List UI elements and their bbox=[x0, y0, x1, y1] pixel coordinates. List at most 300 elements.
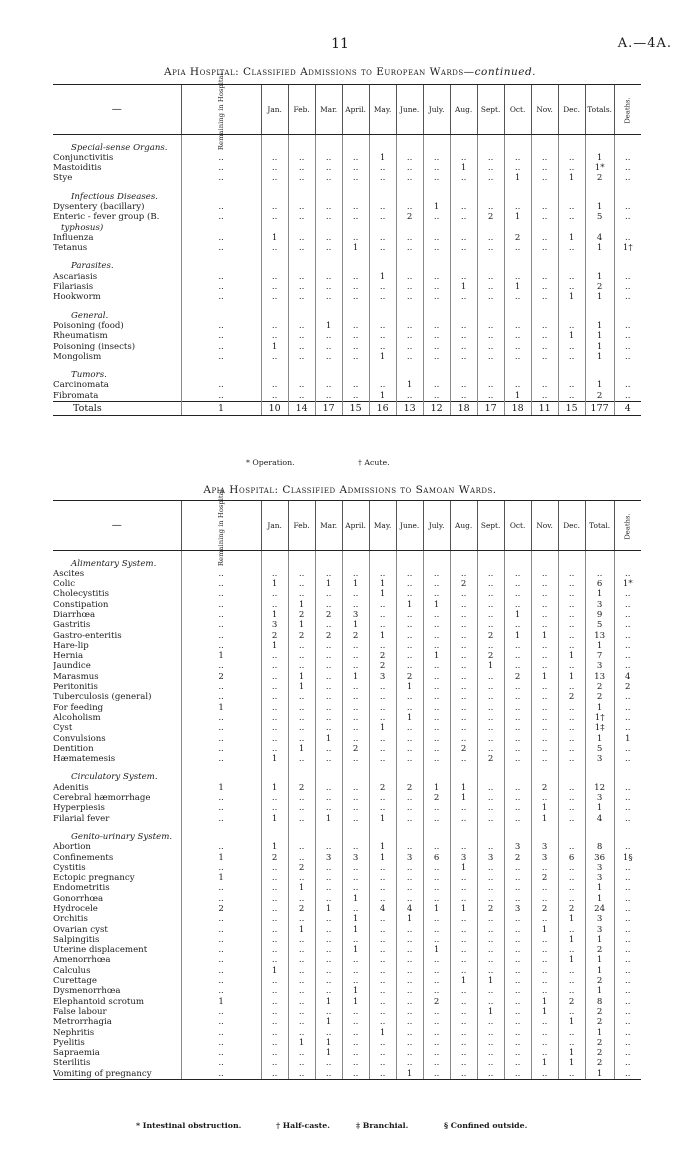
table-cell: .. bbox=[369, 1058, 396, 1068]
table-cell: .. bbox=[614, 883, 641, 893]
table-cell: 2 bbox=[288, 631, 315, 641]
table-cell: .. bbox=[369, 997, 396, 1007]
spacer-cell bbox=[396, 303, 423, 311]
table-cell: .. bbox=[423, 914, 450, 924]
column-header-label: Oct. bbox=[509, 521, 526, 530]
table-cell: .. bbox=[423, 321, 450, 331]
table-cell bbox=[261, 832, 288, 842]
table-cell: .. bbox=[423, 212, 450, 222]
table-cell: .. bbox=[614, 282, 641, 292]
table-cell bbox=[315, 192, 342, 202]
table-cell: .. bbox=[315, 723, 342, 733]
spacer-cell bbox=[261, 764, 288, 772]
table-cell: 1 bbox=[585, 321, 614, 331]
table-cell: .. bbox=[504, 380, 531, 390]
table-cell: .. bbox=[614, 803, 641, 813]
table-row bbox=[53, 342, 641, 352]
row-label: Curettage bbox=[53, 976, 97, 987]
table-cell: .. bbox=[558, 1038, 585, 1048]
table-cell: .. bbox=[315, 894, 342, 904]
spacer-cell bbox=[288, 551, 315, 559]
table-cell: .. bbox=[558, 966, 585, 976]
table-cell: 1 bbox=[396, 1069, 423, 1080]
table-cell: .. bbox=[396, 631, 423, 641]
table-cell: .. bbox=[261, 569, 288, 579]
table-cell: .. bbox=[261, 1038, 288, 1048]
table-cell: .. bbox=[423, 873, 450, 883]
spacer-cell bbox=[477, 764, 504, 772]
column-header bbox=[261, 85, 288, 135]
table-cell: .. bbox=[315, 243, 342, 253]
table-cell: .. bbox=[477, 1028, 504, 1038]
table-cell bbox=[396, 559, 423, 569]
table-cell: .. bbox=[614, 793, 641, 803]
table-cell: .. bbox=[181, 863, 261, 873]
table-cell: .. bbox=[342, 589, 369, 599]
column-header bbox=[369, 85, 396, 135]
table-cell: .. bbox=[558, 342, 585, 352]
table-cell bbox=[315, 223, 342, 233]
table-cell: 2 bbox=[477, 754, 504, 764]
table-cell: .. bbox=[558, 569, 585, 579]
table-header-row bbox=[53, 501, 641, 551]
table-cell: .. bbox=[477, 331, 504, 341]
table-cell: .. bbox=[369, 610, 396, 620]
table-cell: .. bbox=[504, 600, 531, 610]
table-cell: .. bbox=[504, 153, 531, 163]
table-cell: .. bbox=[261, 873, 288, 883]
table-cell: .. bbox=[396, 955, 423, 965]
table-cell bbox=[369, 223, 396, 233]
table-cell: 1 bbox=[315, 734, 342, 744]
table-row bbox=[53, 744, 641, 754]
table-cell: .. bbox=[558, 682, 585, 692]
spacer-cell bbox=[261, 135, 288, 143]
table-cell: .. bbox=[288, 233, 315, 243]
table-cell: .. bbox=[614, 894, 641, 904]
column-header bbox=[181, 70, 261, 151]
table-cell bbox=[531, 261, 558, 271]
column-header-label: Remaining in Hospital. bbox=[216, 70, 225, 151]
table-cell: .. bbox=[558, 863, 585, 873]
table-cell: .. bbox=[614, 814, 641, 824]
table-cell: .. bbox=[558, 641, 585, 651]
table-cell: 3 bbox=[585, 754, 614, 764]
table-cell: .. bbox=[369, 163, 396, 173]
table-cell: .. bbox=[315, 589, 342, 599]
table-cell bbox=[477, 143, 504, 153]
table-cell bbox=[315, 559, 342, 569]
spacer-cell bbox=[181, 764, 261, 772]
table-cell: .. bbox=[423, 589, 450, 599]
spacer-cell bbox=[450, 135, 477, 143]
table-cell: .. bbox=[614, 914, 641, 924]
table-cell: .. bbox=[477, 803, 504, 813]
table-cell: .. bbox=[315, 202, 342, 212]
table-cell: 2 bbox=[585, 976, 614, 986]
row-label: Influenza bbox=[53, 232, 94, 243]
column-header-label: Mar. bbox=[320, 105, 338, 114]
spacer-cell bbox=[585, 764, 614, 772]
spacer-cell bbox=[53, 184, 181, 192]
table-cell bbox=[531, 370, 558, 380]
table-cell bbox=[504, 559, 531, 569]
column-header-label: Dec. bbox=[563, 105, 581, 114]
spacer-row bbox=[53, 253, 641, 261]
table-cell: .. bbox=[531, 173, 558, 183]
table-cell: .. bbox=[396, 610, 423, 620]
spacer-row bbox=[53, 135, 641, 143]
row-label: Ascariasis bbox=[53, 271, 98, 282]
table-cell: .. bbox=[450, 803, 477, 813]
table-cell: 1 bbox=[369, 631, 396, 641]
row-label: Filariasis bbox=[53, 282, 94, 293]
table-cell: 1 bbox=[585, 380, 614, 390]
table-cell: 6 bbox=[585, 579, 614, 589]
table-cell: .. bbox=[614, 600, 641, 610]
table-cell: .. bbox=[450, 292, 477, 302]
table-cell: .. bbox=[477, 163, 504, 173]
table-cell: 1* bbox=[585, 163, 614, 173]
table-cell: .. bbox=[450, 814, 477, 824]
table-row bbox=[53, 682, 641, 692]
table-cell: .. bbox=[369, 292, 396, 302]
table-cell: .. bbox=[450, 1069, 477, 1080]
table-cell: .. bbox=[342, 651, 369, 661]
table-cell: .. bbox=[181, 914, 261, 924]
table-row bbox=[53, 793, 641, 803]
spacer-cell bbox=[423, 184, 450, 192]
table-cell: .. bbox=[477, 793, 504, 803]
table-cell: 1 bbox=[585, 894, 614, 904]
table-row bbox=[53, 1058, 641, 1068]
spacer-cell bbox=[53, 551, 181, 559]
table-cell: 1 bbox=[504, 610, 531, 620]
column-header bbox=[585, 501, 614, 551]
table-cell: .. bbox=[531, 883, 558, 893]
column-header-label: April. bbox=[345, 521, 366, 530]
table1-caption: Apia Hospital: Classified Admissions to European Wards—continued. bbox=[163, 66, 537, 78]
table-cell: .. bbox=[342, 173, 369, 183]
table-cell: .. bbox=[531, 935, 558, 945]
table-cell: 1 bbox=[342, 894, 369, 904]
spacer-cell bbox=[614, 551, 641, 559]
table2-footnote-2: † Half-caste. bbox=[276, 1121, 330, 1130]
table-cell: .. bbox=[423, 1007, 450, 1017]
column-header bbox=[477, 85, 504, 135]
table-cell: 1 bbox=[396, 713, 423, 723]
table-cell: .. bbox=[558, 1069, 585, 1080]
table-cell: 1 bbox=[531, 803, 558, 813]
table-cell: .. bbox=[531, 703, 558, 713]
table-cell: 3 bbox=[504, 904, 531, 914]
table-cell bbox=[423, 143, 450, 153]
table-cell bbox=[477, 192, 504, 202]
table-cell: .. bbox=[396, 292, 423, 302]
table-cell: .. bbox=[315, 925, 342, 935]
table-cell: .. bbox=[504, 1069, 531, 1080]
column-header bbox=[288, 501, 315, 551]
table-cell: 1 bbox=[315, 904, 342, 914]
table-cell bbox=[315, 772, 342, 782]
table-cell: .. bbox=[614, 631, 641, 641]
table-cell: .. bbox=[504, 713, 531, 723]
column-header bbox=[396, 85, 423, 135]
table-cell: .. bbox=[477, 966, 504, 976]
table-cell: .. bbox=[504, 272, 531, 282]
table-cell: .. bbox=[342, 682, 369, 692]
row-label: Vomiting of pregnancy bbox=[53, 1069, 181, 1080]
table-cell: 13 bbox=[585, 631, 614, 641]
spacer-cell bbox=[614, 135, 641, 143]
table-cell: .. bbox=[558, 803, 585, 813]
spacer-cell bbox=[369, 303, 396, 311]
table-cell: .. bbox=[288, 153, 315, 163]
table-cell: .. bbox=[614, 292, 641, 302]
spacer-cell bbox=[585, 362, 614, 370]
table-cell: .. bbox=[450, 569, 477, 579]
row-label: Nephritis bbox=[53, 1027, 95, 1038]
column-header-label: Feb. bbox=[293, 105, 310, 114]
table-cell: .. bbox=[504, 1017, 531, 1027]
table-cell: .. bbox=[477, 692, 504, 702]
table-cell: .. bbox=[342, 352, 369, 362]
table-cell bbox=[342, 261, 369, 271]
column-header bbox=[614, 501, 641, 551]
table-cell: .. bbox=[369, 202, 396, 212]
table-cell: .. bbox=[504, 651, 531, 661]
spacer-cell bbox=[288, 824, 315, 832]
table-cell: .. bbox=[288, 352, 315, 362]
column-header-label: Jan. bbox=[267, 105, 282, 114]
table-cell: .. bbox=[477, 380, 504, 390]
table-cell: .. bbox=[288, 202, 315, 212]
spacer-cell bbox=[342, 303, 369, 311]
table-cell: 1 bbox=[423, 202, 450, 212]
table-cell: .. bbox=[181, 342, 261, 352]
table-cell: .. bbox=[558, 243, 585, 253]
table-cell: 2 bbox=[585, 282, 614, 292]
table-cell: 3 bbox=[585, 661, 614, 671]
spacer-cell bbox=[423, 824, 450, 832]
table-cell: .. bbox=[315, 1058, 342, 1068]
spacer-cell bbox=[585, 184, 614, 192]
table-cell: .. bbox=[181, 282, 261, 292]
table-cell bbox=[504, 192, 531, 202]
table-cell: .. bbox=[315, 272, 342, 282]
table-row bbox=[53, 803, 641, 813]
table-cell: .. bbox=[531, 589, 558, 599]
table-cell bbox=[288, 223, 315, 233]
table-cell: .. bbox=[342, 292, 369, 302]
table-cell: 1 bbox=[181, 873, 261, 883]
table-cell: .. bbox=[261, 672, 288, 682]
table-cell: .. bbox=[342, 883, 369, 893]
table-cell: .. bbox=[396, 641, 423, 651]
table-cell: .. bbox=[181, 1007, 261, 1017]
table-cell: .. bbox=[315, 945, 342, 955]
table-cell: .. bbox=[396, 814, 423, 824]
spacer-cell bbox=[531, 551, 558, 559]
table-cell: .. bbox=[531, 391, 558, 402]
spacer-cell bbox=[504, 135, 531, 143]
table-cell: .. bbox=[288, 569, 315, 579]
table-cell: .. bbox=[477, 935, 504, 945]
table-cell: 1 bbox=[585, 986, 614, 996]
table-cell: .. bbox=[181, 935, 261, 945]
table-cell: .. bbox=[450, 173, 477, 183]
table-cell: .. bbox=[396, 692, 423, 702]
table-cell: .. bbox=[288, 321, 315, 331]
section-heading: Infectious Diseases. bbox=[71, 191, 158, 202]
table-cell: 2 bbox=[261, 853, 288, 863]
table-cell: .. bbox=[423, 966, 450, 976]
table-cell: .. bbox=[450, 842, 477, 852]
spacer-cell bbox=[477, 184, 504, 192]
row-label: Endometritis bbox=[53, 883, 110, 894]
table-cell: .. bbox=[423, 352, 450, 362]
table-cell: .. bbox=[423, 703, 450, 713]
table-cell: .. bbox=[315, 391, 342, 402]
spacer-cell bbox=[477, 362, 504, 370]
table-cell: .. bbox=[477, 672, 504, 682]
table-cell: 2 bbox=[585, 945, 614, 955]
table-cell: .. bbox=[614, 569, 641, 579]
table-cell: .. bbox=[558, 925, 585, 935]
table-cell: .. bbox=[261, 976, 288, 986]
table-cell: .. bbox=[423, 163, 450, 173]
table-cell: 1 bbox=[261, 342, 288, 352]
table-cell: .. bbox=[531, 1038, 558, 1048]
table-cell: .. bbox=[450, 1048, 477, 1058]
table-row bbox=[53, 233, 641, 243]
table-cell: .. bbox=[396, 1028, 423, 1038]
table-cell bbox=[423, 559, 450, 569]
table-cell: .. bbox=[558, 842, 585, 852]
table-cell: .. bbox=[396, 272, 423, 282]
table-cell: 1 bbox=[450, 976, 477, 986]
table-cell: .. bbox=[450, 1028, 477, 1038]
table-cell bbox=[261, 223, 288, 233]
spacer-cell bbox=[369, 551, 396, 559]
table-cell: 3 bbox=[585, 925, 614, 935]
table-cell: 9 bbox=[585, 610, 614, 620]
table-cell: .. bbox=[450, 272, 477, 282]
table-cell: .. bbox=[315, 233, 342, 243]
table-cell: .. bbox=[396, 589, 423, 599]
table-cell: 2 bbox=[477, 651, 504, 661]
table-cell: 1 bbox=[181, 997, 261, 1007]
table-cell: .. bbox=[531, 272, 558, 282]
table-cell: 1 bbox=[450, 863, 477, 873]
table-cell: 1 bbox=[558, 1048, 585, 1058]
table-cell: .. bbox=[288, 173, 315, 183]
row-label: Uterine displacement bbox=[53, 945, 148, 956]
table2-footnote-3: ‡ Branchial. bbox=[356, 1121, 409, 1130]
column-header-label: Totals. bbox=[587, 105, 612, 114]
table-cell: .. bbox=[342, 814, 369, 824]
table-cell: 1 bbox=[477, 1007, 504, 1017]
table-cell: .. bbox=[342, 282, 369, 292]
table-cell: 4 bbox=[369, 904, 396, 914]
table-row bbox=[53, 569, 641, 579]
table-cell: .. bbox=[342, 703, 369, 713]
spacer-cell bbox=[531, 135, 558, 143]
table-cell bbox=[369, 832, 396, 842]
table-cell: .. bbox=[342, 1069, 369, 1080]
table-cell: .. bbox=[288, 1028, 315, 1038]
table-cell: 1 bbox=[585, 641, 614, 651]
table-cell: .. bbox=[342, 723, 369, 733]
row-label: Hare-lip bbox=[53, 640, 89, 651]
table-cell: 3 bbox=[342, 610, 369, 620]
table-cell: .. bbox=[396, 173, 423, 183]
table-cell: .. bbox=[450, 672, 477, 682]
table-cell: .. bbox=[504, 966, 531, 976]
table-cell: .. bbox=[450, 661, 477, 671]
table-cell: .. bbox=[531, 955, 558, 965]
table-cell: .. bbox=[342, 331, 369, 341]
column-header bbox=[558, 501, 585, 551]
table-cell: .. bbox=[288, 272, 315, 282]
table-cell: 2 bbox=[585, 692, 614, 702]
table-cell: 2 bbox=[558, 997, 585, 1007]
table-cell: 1§ bbox=[614, 853, 641, 863]
table-cell: .. bbox=[504, 783, 531, 793]
table-cell: .. bbox=[288, 1069, 315, 1080]
table-cell: 1 bbox=[585, 734, 614, 744]
column-header-label: Mar. bbox=[320, 521, 338, 530]
table-cell: .. bbox=[504, 883, 531, 893]
table-cell: 2 bbox=[585, 391, 614, 402]
table-cell: .. bbox=[558, 153, 585, 163]
table-cell: .. bbox=[369, 600, 396, 610]
table-cell: .. bbox=[315, 352, 342, 362]
spacer-cell bbox=[369, 764, 396, 772]
table-cell: .. bbox=[450, 391, 477, 402]
table-cell: .. bbox=[504, 569, 531, 579]
spacer-cell bbox=[504, 824, 531, 832]
table-cell: .. bbox=[477, 783, 504, 793]
row-label: Jaundice bbox=[53, 661, 91, 672]
table2-footnote-4: § Confined outside. bbox=[444, 1121, 528, 1130]
table-cell: .. bbox=[614, 744, 641, 754]
table-cell: .. bbox=[614, 641, 641, 651]
table-cell: .. bbox=[531, 233, 558, 243]
table-cell: .. bbox=[396, 935, 423, 945]
spacer-row bbox=[53, 551, 641, 559]
spacer-cell bbox=[261, 184, 288, 192]
table-cell: .. bbox=[531, 1069, 558, 1080]
table-cell: .. bbox=[369, 793, 396, 803]
table-cell bbox=[315, 143, 342, 153]
table-cell: 2 bbox=[531, 783, 558, 793]
table-cell: .. bbox=[288, 997, 315, 1007]
table-cell: .. bbox=[504, 793, 531, 803]
table-cell: 4 bbox=[614, 672, 641, 682]
table-cell: 1 bbox=[369, 391, 396, 402]
table-cell: .. bbox=[423, 380, 450, 390]
spacer-cell bbox=[342, 253, 369, 261]
table-cell: 1 bbox=[558, 331, 585, 341]
table-row bbox=[53, 863, 641, 873]
table-cell: .. bbox=[342, 803, 369, 813]
table-cell: .. bbox=[614, 272, 641, 282]
column-header-label: Total. bbox=[589, 521, 611, 530]
row-label: Peritonitis bbox=[53, 682, 98, 693]
table-cell: .. bbox=[315, 883, 342, 893]
table-cell: 1 bbox=[288, 1038, 315, 1048]
